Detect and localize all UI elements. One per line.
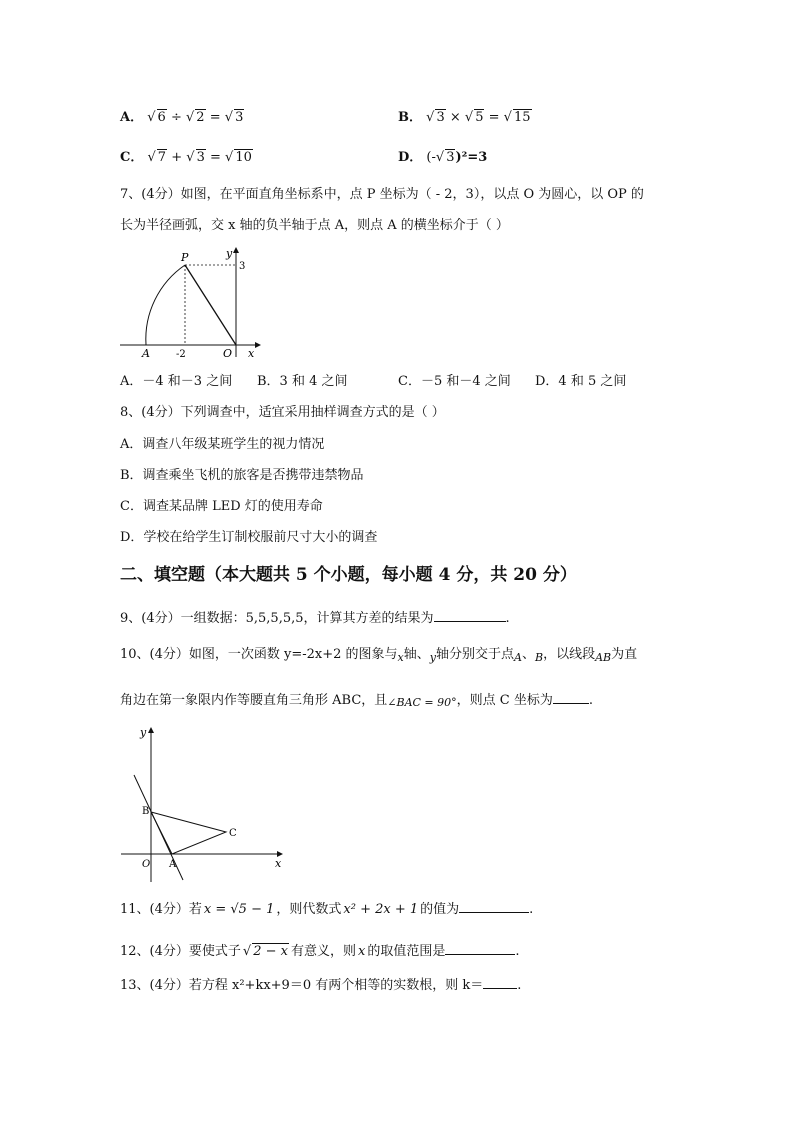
label-p: P	[181, 251, 189, 264]
label-c: C	[229, 828, 237, 839]
triangle-abc	[151, 812, 226, 854]
label-b: B	[142, 806, 150, 817]
segment-op	[185, 265, 236, 345]
label-y: y	[226, 247, 233, 260]
q7-option-d: D．4 和 5 之间	[535, 374, 627, 389]
q6-option-c: C． √ 7 + √ 3 = √ 10	[120, 150, 252, 165]
q10-line1: 10、(4分）如图，一次函数 y=-2x+2 的图象与$_x$轴、$_y$轴分别交于点$_A$、$_B$，以线段$_{AB}$为直	[120, 647, 638, 664]
q10-line2: 角边在第一象限内作等腰直角三角形 ABC，且∠BAC = 90°，则点 C 坐标为 .	[120, 690, 593, 712]
tick-neg2: -2	[176, 349, 186, 360]
q11: 11、(4分）若 x = √5 − 1 ，则代数式 x² + 2x + 1 的值为 .	[120, 899, 533, 919]
q6-option-b: B． √ 3 × √ 5 = √ 15	[398, 110, 531, 125]
q7-stem-line2: 长为半径画弧，交 x 轴的负半轴于点 A，则点 A 的横坐标介于（ ）	[120, 218, 509, 233]
label-o: O	[223, 347, 233, 360]
label-a: A	[142, 347, 150, 360]
arc	[146, 265, 185, 345]
q8-option-b: B．调查乘坐飞机的旅客是否携带违禁物品	[120, 468, 364, 483]
q6-option-d: D． (-√ 3)²=3	[398, 150, 488, 165]
q9: 9、(4分）一组数据：5,5,5,5,5，计算其方差的结果为 .	[120, 608, 510, 628]
q8-option-a: A．调查八年级某班学生的视力情况	[120, 437, 325, 452]
label-o: O	[142, 859, 151, 870]
q13: 13、(4分）若方程 x²+kx+9＝0 有两个相等的实数根，则 k＝ .	[120, 975, 521, 995]
q7-option-b: B．3 和 4 之间	[257, 374, 348, 389]
q7-option-a: A．－4 和－3 之间	[120, 374, 233, 389]
q8-stem: 8、(4分）下列调查中，适宜采用抽样调查方式的是（ ）	[120, 405, 445, 420]
label-a: A	[169, 859, 177, 870]
q12: 12、(4分）要使式子 √ 2 − x 有意义，则 x 的取值范围是 .	[120, 941, 519, 961]
tick-3: 3	[239, 261, 246, 272]
q7-stem-line1: 7、(4分）如图，在平面直角坐标系中，点 P 坐标为（ - 2，3），以点 O 为圆心，以 OP 的	[120, 187, 644, 202]
q8-option-c: C．调查某品牌 LED 灯的使用寿命	[120, 499, 323, 514]
q7-option-c: C．－5 和－4 之间	[398, 374, 511, 389]
section-heading: 二、填空题（本大题共 5 个小题，每小题 4 分，共 20 分）	[120, 565, 577, 585]
label-x: x	[248, 347, 255, 360]
q8-option-d: D．学校在给学生订制校服前尺寸大小的调查	[120, 530, 378, 545]
q10-figure	[115, 722, 290, 884]
label-y: y	[140, 726, 147, 739]
q7-figure	[115, 245, 265, 363]
q6-option-a: A． √ 6 ÷ √ 2 = √ 3	[120, 110, 244, 125]
label-x: x	[275, 857, 282, 870]
